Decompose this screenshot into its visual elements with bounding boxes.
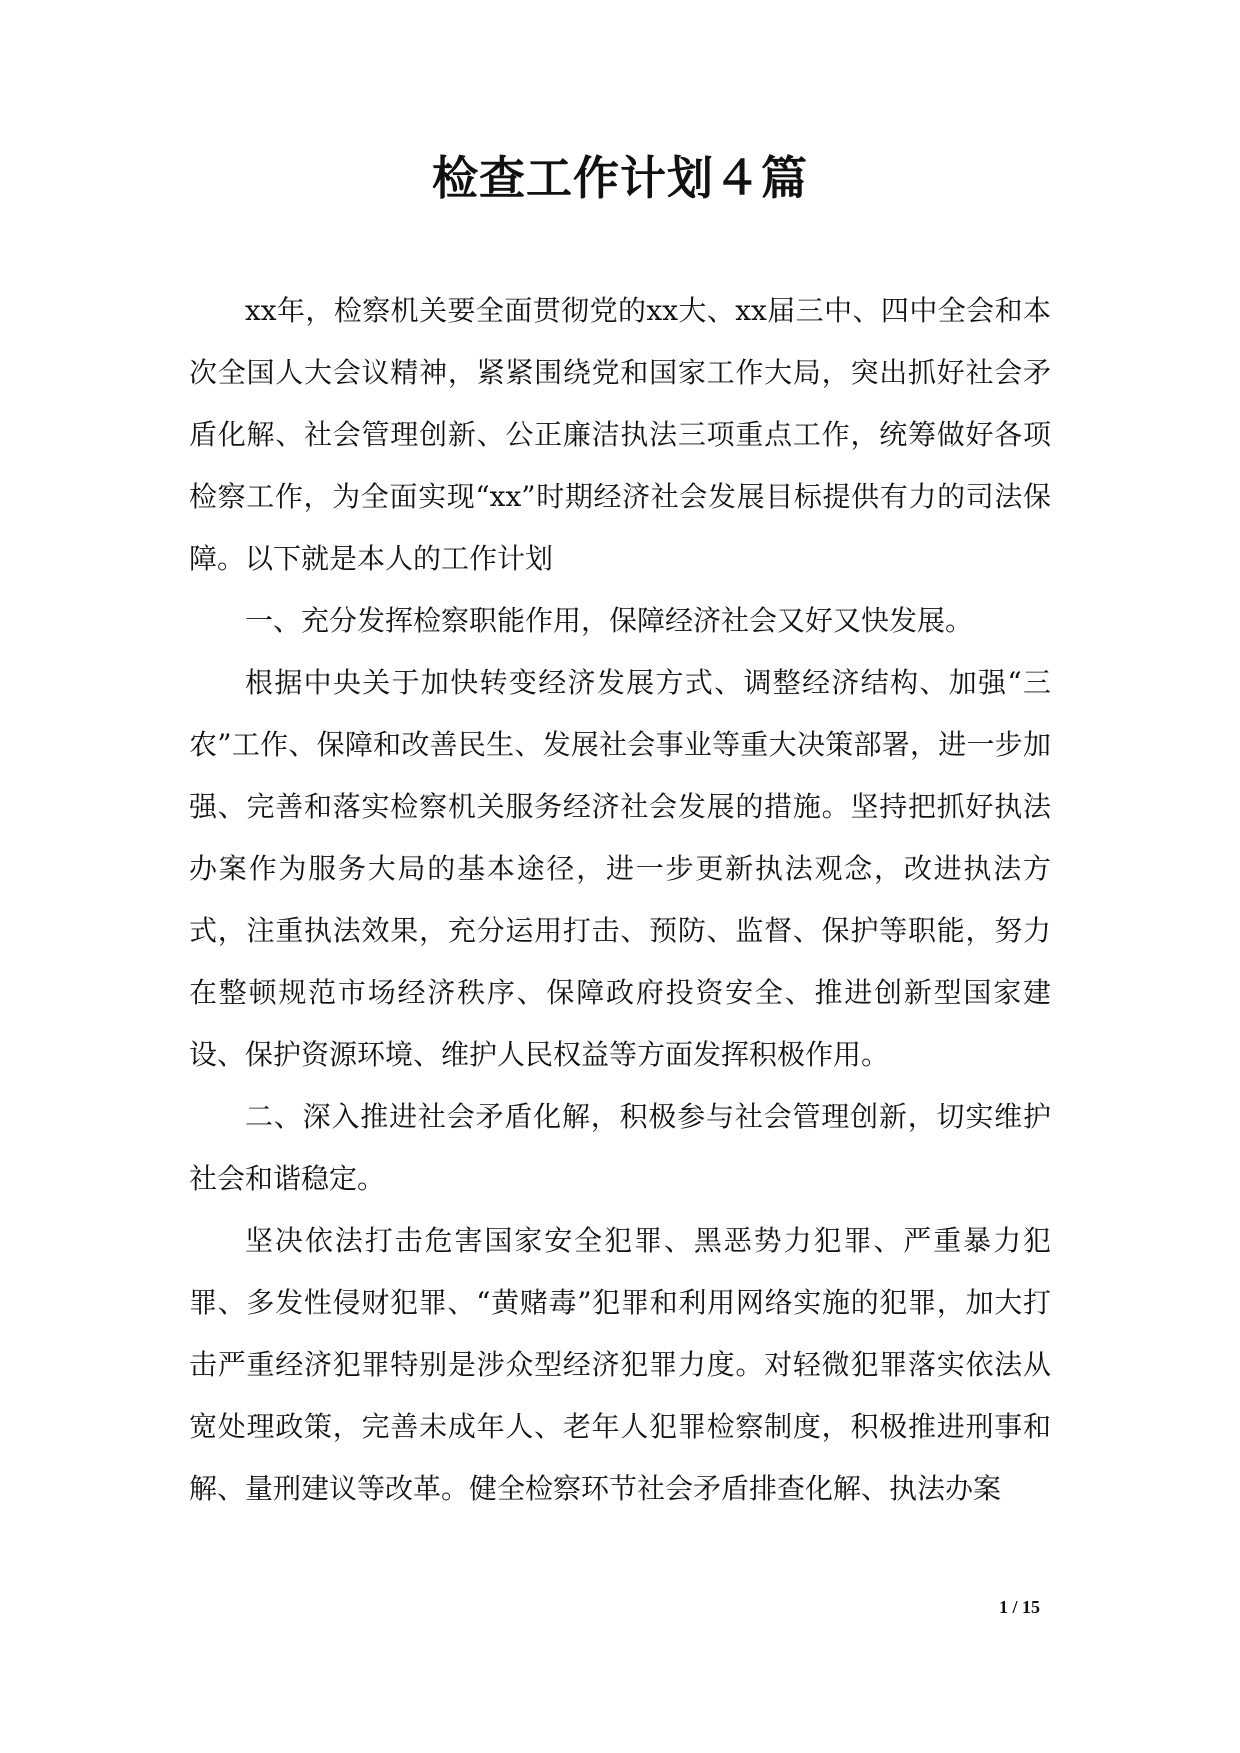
paragraph-heading-one: 一、充分发挥检察职能作用，保障经济社会又好又快发展。 [245, 604, 974, 637]
paragraph-heading-two: 二、深入推进社会矛盾化解，积极参与社会管理创新，切实维护社会和谐稳定。 [189, 1100, 1051, 1195]
page-number: 1 / 15 [998, 1597, 1040, 1617]
paragraph-intro: xx年，检察机关要全面贯彻党的xx大、xx届三中、四中全会和本次全国人大会议精神，紧紧围绕党和国家工作大局，突出抓好社会矛盾化解、社会管理创新、公正廉洁执法三项重点工作，统筹做好各项检察工作，为全面实现“xx”时期经济社会发展目标提供有力的司法保障。以下就是本人的工作计划 [189, 294, 1051, 575]
paragraph-section-two: 坚决依法打击危害国家安全犯罪、黑恶势力犯罪、严重暴力犯罪、多发性侵财犯罪、“黄赌毒”犯罪和利用网络实施的犯罪，加大打击严重经济犯罪特别是涉众型经济犯罪力度。对轻微犯罪落实依法从宽处理政策，完善未成年人、老年人犯罪检察制度，积极推进刑事和解、量刑建议等改革。健全检察环节社会矛盾排查化解、执法办案 [189, 1224, 1051, 1505]
paragraph-section-one: 根据中央关于加快转变经济发展方式、调整经济结构、加强“三农”工作、保障和改善民生、发展社会事业等重大决策部署，进一步加强、完善和落实检察机关服务经济社会发展的措施。坚持把抓好执法办案作为服务大局的基本途径，进一步更新执法观念，改进执法方式，注重执法效果，充分运用打击、预防、监督、保护等职能，努力在整顿规范市场经济秩序、保障政府投资安全、推进创新型国家建设、保护资源环境、维护人民权益等方面发挥积极作用。 [189, 666, 1051, 1071]
document-title: 检查工作计划４篇 [432, 151, 808, 205]
document-body [189, 280, 1051, 1520]
